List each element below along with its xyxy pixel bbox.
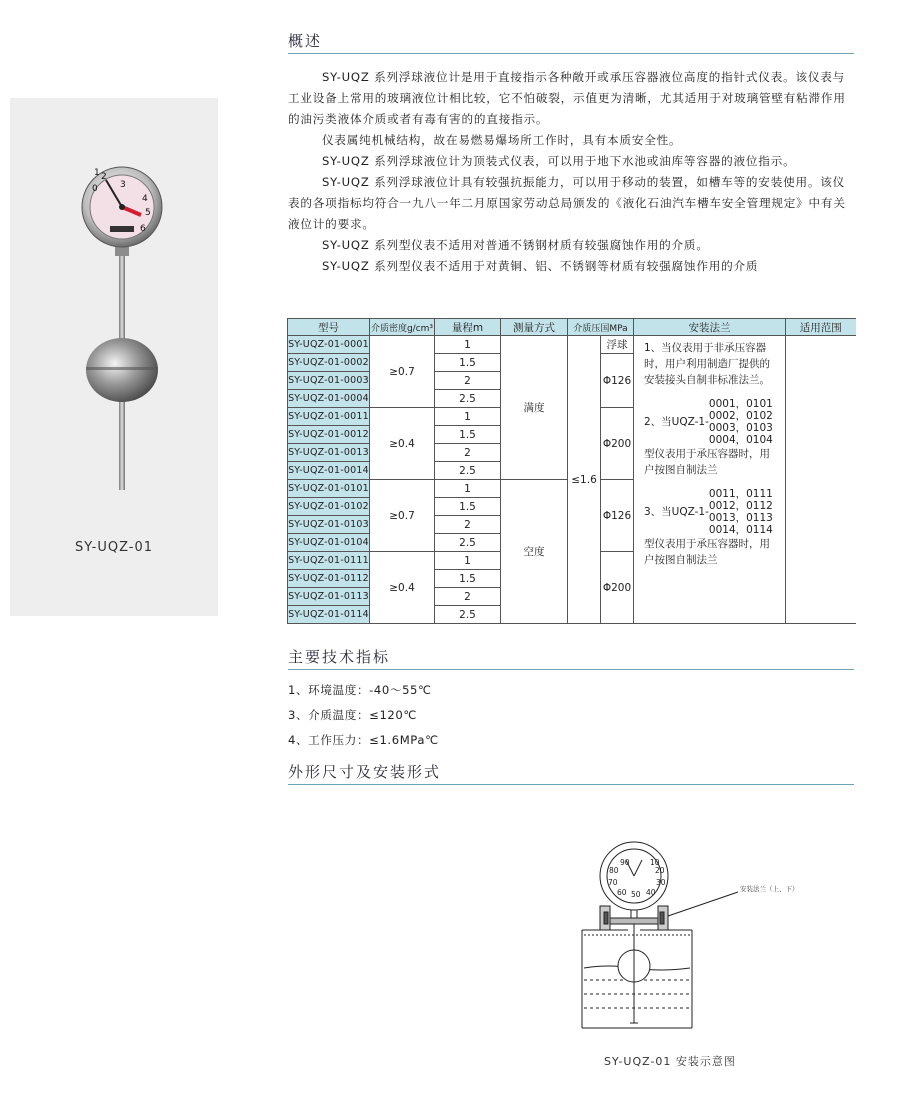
range-cell: 2.5: [435, 462, 501, 480]
table-row-model: SY-UQZ-01-0013: [288, 444, 370, 462]
range-cell: 2: [435, 372, 501, 390]
range-cell: 2.5: [435, 534, 501, 552]
diagram-dial-number: 40: [646, 888, 656, 897]
flange-code: 0011，0111: [708, 488, 773, 500]
overview-paragraph-1: SY-UQZ 系列浮球液位计是用于直接指示各种敞开或承压容器液位高度的指针式仪表。该仪表与工业设备上常用的玻璃液位计相比较，它不怕破裂，示值更为清晰，尤其适用于对玻璃管壁有粘滞作用的油污类液体介质或者有毒有害的的直接指示。: [288, 70, 846, 126]
spec-item: 4、工作压力：≤1.6MPa℃: [288, 733, 439, 747]
dial-number-0: 0: [92, 184, 98, 194]
table-row-model: SY-UQZ-01-0104: [288, 534, 370, 552]
method-cell: 满度: [501, 336, 568, 480]
flange-note-3-suffix: 型仪表用于承压容器时，用户按图自制法兰: [644, 538, 770, 566]
table-row-model: SY-UQZ-01-0102: [288, 498, 370, 516]
diagram-dial-number: 60: [617, 888, 627, 897]
diagram-dial-number: 50: [631, 890, 641, 899]
flange-code: 0014，0114: [708, 524, 773, 536]
header-flange: 安装法兰: [634, 319, 786, 336]
header-range: 量程m: [435, 319, 501, 336]
dial-number-6: 6: [140, 224, 146, 234]
header-scope: 适用范围: [786, 319, 856, 336]
dial-number-1: 1: [94, 168, 100, 178]
section-rule: [288, 669, 854, 670]
spec-item: 3、介质温度：≤120℃: [288, 708, 418, 722]
spec-list: [288, 678, 439, 753]
header-pressure: 介质压国MPa: [568, 319, 634, 336]
flange-notes: [634, 336, 786, 624]
table-row-model: SY-UQZ-01-0004: [288, 390, 370, 408]
float-cell: Φ126: [601, 354, 634, 408]
diagram-dial-number: 10: [650, 858, 660, 867]
diagram-dial-number: 30: [656, 878, 666, 887]
table-row-model: SY-UQZ-01-0113: [288, 588, 370, 606]
table-row-model: SY-UQZ-01-0001: [288, 336, 370, 354]
overview-paragraph-3: SY-UQZ 系列浮球液位计为顶装式仪表，可以用于地下水池或油库等容器的液位指示。: [322, 154, 796, 168]
overview-paragraph-4: SY-UQZ 系列浮球液位计具有较强抗振能力，可以用于移动的装置，如槽车等的安装使用。该仪表的各项指标均符合一九八一年二月原国家劳动总局颁发的《液化石油汽车槽车安全管理规定》中有关液位计的要求。: [288, 175, 846, 231]
overview-paragraph-5: SY-UQZ 系列型仪表不适用对普通不锈钢材质有较强腐蚀作用的介质。: [322, 238, 709, 252]
flange-code: 0013，0113: [708, 512, 773, 524]
range-cell: 2: [435, 444, 501, 462]
table-row-model: SY-UQZ-01-0111: [288, 552, 370, 570]
table-row-model: SY-UQZ-01-0014: [288, 462, 370, 480]
flange-code: 0003，0103: [708, 422, 773, 434]
overview-paragraph-6: SY-UQZ 系列型仪表不适用于对黄铜、铝、不锈钢等材质有较强腐蚀作用的介质: [322, 259, 759, 273]
header-model: 型号: [288, 319, 370, 336]
flange-note-2-codes: [644, 398, 777, 446]
range-cell: 1: [435, 480, 501, 498]
range-cell: 1.5: [435, 498, 501, 516]
range-cell: 1: [435, 336, 501, 354]
density-cell: ≥0.4: [370, 408, 435, 480]
range-cell: 1.5: [435, 570, 501, 588]
table-row-model: SY-UQZ-01-0002: [288, 354, 370, 372]
table-row-model: SY-UQZ-01-0012: [288, 426, 370, 444]
flange-note-2-prefix: 2、当UQZ-1-: [644, 416, 709, 428]
flange-code: 0002，0102: [708, 410, 773, 422]
method-cell: 空度: [501, 480, 568, 624]
diagram-dial-number: 20: [655, 866, 665, 875]
flange-code: 0004，0104: [708, 434, 773, 446]
density-cell: ≥0.7: [370, 336, 435, 408]
diagram-dial-number: 80: [609, 866, 619, 875]
flange-code: 0001，0101: [708, 398, 773, 410]
header-method: 测量方式: [501, 319, 568, 336]
diagram-dial-number: 90: [620, 858, 630, 867]
overview-text: [288, 67, 856, 277]
section-rule: [288, 784, 854, 785]
pressure-cell: ≤1.6: [568, 336, 601, 624]
diagram-flange-label: 安装法兰（上、下）: [740, 885, 799, 893]
table-row-model: SY-UQZ-01-0103: [288, 516, 370, 534]
density-cell: ≥0.7: [370, 480, 435, 552]
scope-cell: [786, 336, 856, 624]
table-row-model: SY-UQZ-01-0003: [288, 372, 370, 390]
flange-note-2-suffix: 型仪表用于承压容器时，用户按图自制法兰: [644, 448, 770, 476]
range-cell: 1.5: [435, 354, 501, 372]
range-cell: 1: [435, 552, 501, 570]
table-row-model: SY-UQZ-01-0112: [288, 570, 370, 588]
range-cell: 2.5: [435, 390, 501, 408]
header-float: 浮球: [601, 336, 634, 354]
section-title-overview: 概述: [288, 32, 323, 50]
table-row-model: SY-UQZ-01-0101: [288, 480, 370, 498]
dial-number-4: 4: [142, 194, 148, 204]
header-density: 介质密度g/cm³: [370, 319, 435, 336]
flange-note-3-prefix: 3、当UQZ-1-: [644, 506, 709, 518]
flange-code: 0012，0112: [708, 500, 773, 512]
dial-number-2: 2: [101, 172, 107, 182]
diagram-dial-number: 70: [608, 878, 618, 887]
flange-note-3-codes: [644, 488, 777, 536]
range-cell: 1.5: [435, 426, 501, 444]
float-cell: Φ200: [601, 408, 634, 480]
float-level-gauge-photo: [70, 160, 180, 500]
dial-number-5: 5: [145, 208, 151, 218]
table-row-model: SY-UQZ-01-0011: [288, 408, 370, 426]
section-title-dimensions: 外形尺寸及安装形式: [288, 763, 442, 781]
float-cell: Φ126: [601, 480, 634, 552]
section-title-specs: 主要技术指标: [288, 648, 391, 666]
float-cell: Φ200: [601, 552, 634, 624]
model-spec-table: [287, 318, 856, 624]
spec-item: 1、环境温度：-40～55℃: [288, 683, 432, 697]
range-cell: 2.5: [435, 606, 501, 624]
range-cell: 2: [435, 516, 501, 534]
flange-note-1: 1、当仪表用于非承压容器时，用户利用制造厂提供的安装接头自制非标准法兰。: [644, 342, 770, 386]
photo-caption: SY-UQZ-01: [75, 540, 153, 555]
overview-paragraph-2: 仪表属纯机械结构，故在易燃易爆场所工作时，具有本质安全性。: [322, 133, 682, 147]
table-row-model: SY-UQZ-01-0114: [288, 606, 370, 624]
dial-number-3: 3: [120, 180, 126, 190]
density-cell: ≥0.4: [370, 552, 435, 624]
range-cell: 1: [435, 408, 501, 426]
diagram-caption: SY-UQZ-01 安装示意图: [604, 1055, 736, 1068]
section-rule: [288, 53, 854, 54]
range-cell: 2: [435, 588, 501, 606]
